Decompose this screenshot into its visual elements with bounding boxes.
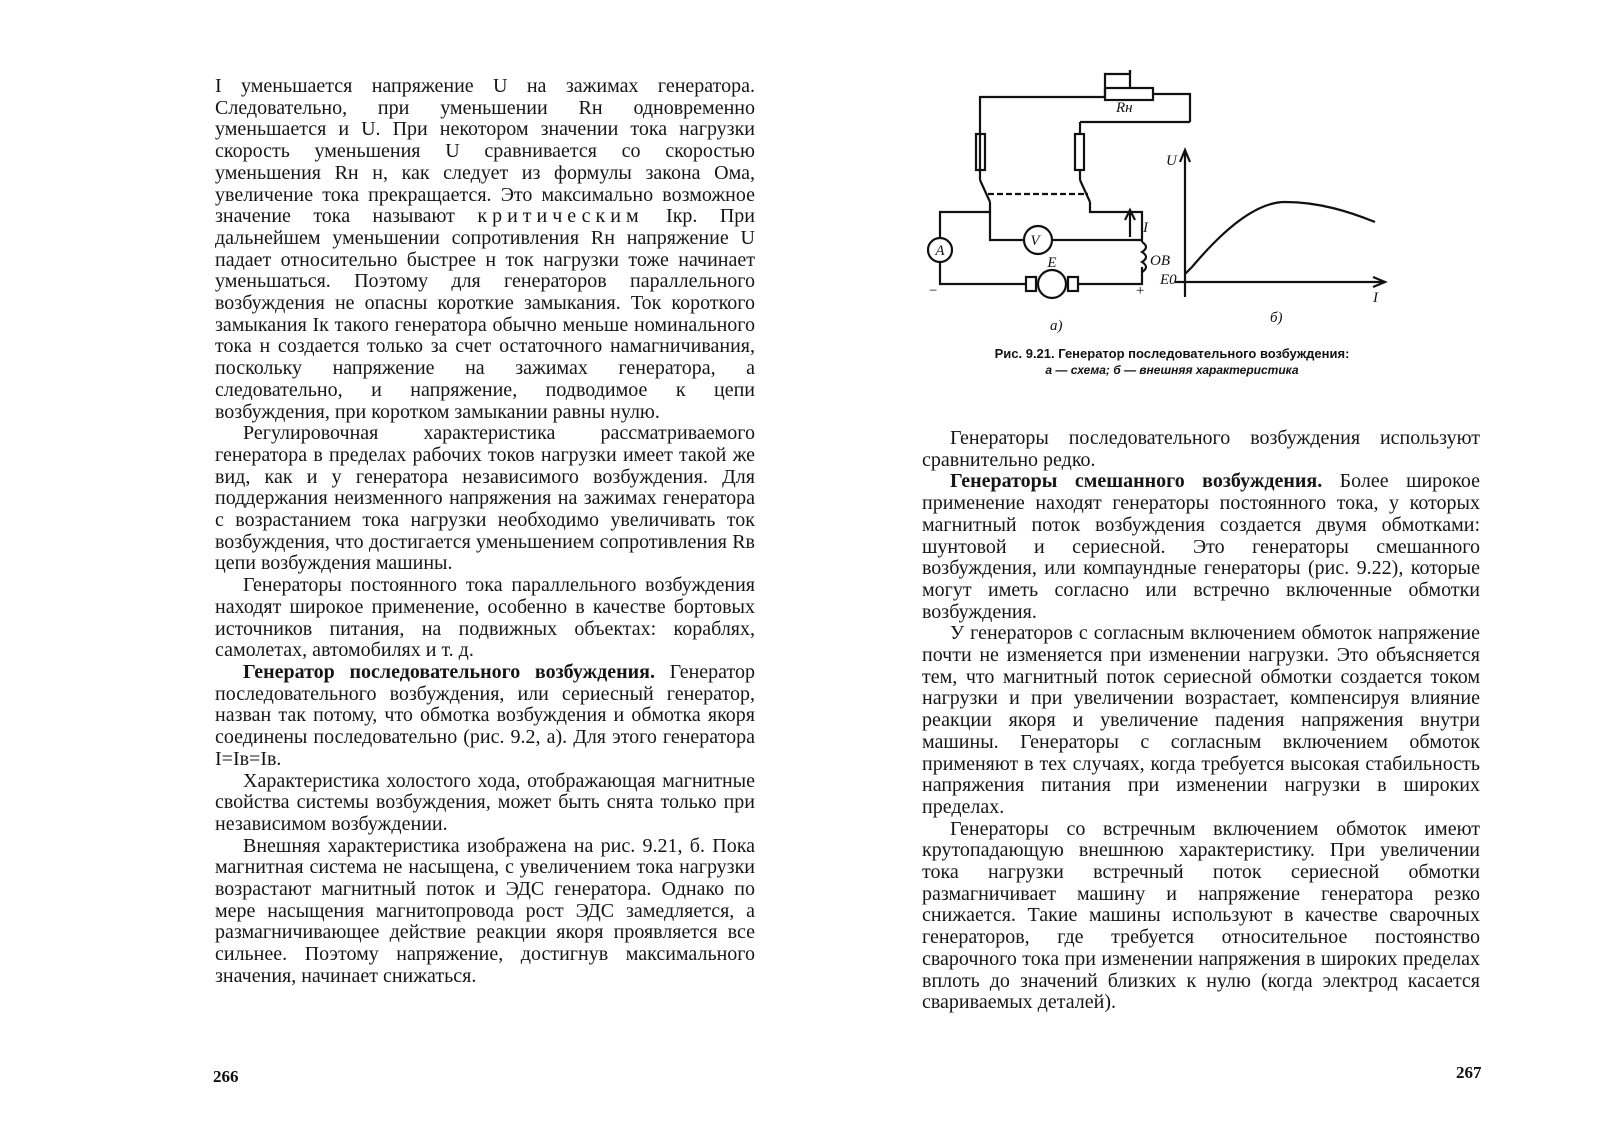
- right-page: [800, 0, 1609, 1144]
- left-text-column: [215, 76, 755, 988]
- graph-labels: [1159, 153, 1379, 326]
- minus-label: −: [928, 283, 939, 299]
- paragraph: Регулировочная характеристика рассматриваемого генератора в пределах рабочих токов нагрузки имеет такой же вид, как и у генератора независимого возбуждения. Для поддержания неизменного напряжения на зажимах генератора с возрастанием тока нагрузки необходимо увеличивать ток возбуждения, что достигается уменьшением сопротивления Rв цепи возбуждения машины.: [215, 422, 755, 575]
- winding-label: ОВ: [1150, 253, 1170, 269]
- paragraph-text: Генератор последовательного возбуждения, или сериесный генератор, назван так потому, что обмотка возбуждения и обмотка якоря соединены последовательно (рис. 9.2, а). Для этого генератора I=Iв=Iв.: [215, 660, 755, 770]
- paragraph: [215, 76, 755, 423]
- graph-e0-label: E0: [1160, 272, 1177, 288]
- paragraph: Внешняя характеристика изображена на рис. 9.21, б. Пока магнитная система не насыщена, с увеличением тока нагрузки возрастают магнитный поток и ЭДС генератора. Однако по мере насыщения магнитопровода рост ЭДС замедляется, а размагничивающее действие реакции якоря проявляется все сильнее. Поэтому напряжение, достигнув максимального значения, начинает снижаться.: [215, 834, 755, 987]
- right-text-column: [922, 428, 1480, 1014]
- graph-x-label: I: [1373, 290, 1378, 306]
- figure-caption: [872, 345, 1472, 379]
- figure-9-21: [930, 62, 1390, 362]
- subfigure-b-label: б): [1270, 310, 1283, 326]
- page-number: 267: [1456, 1063, 1482, 1082]
- voltmeter-label: V: [1030, 233, 1040, 249]
- paragraph: [922, 471, 1480, 623]
- plus-label: +: [1135, 283, 1146, 299]
- subfigure-a-label: а): [1050, 318, 1063, 334]
- paragraph: У генераторов с согласным включением обмоток напряжение почти не изменяется при изменении нагрузки. Это объясняется тем, что магнитный поток сериесной обмотки создается током нагрузки и при увеличении возрастает, компенсируя влияние реакции якоря и увеличение падения напряжения внутри машины. Генераторы с согласным включением обмоток применяют в тех случаях, когда требуется высокая стабильность напряжения питания при изменении нагрузки в широких пределах.: [922, 622, 1480, 818]
- ammeter-label: A: [935, 243, 945, 259]
- caption-title: Рис. 9.21. Генератор последовательного возбуждения:: [994, 346, 1350, 361]
- paragraph-text: I уменьшается напряжение U на зажимах генератора. Следовательно, при уменьшении Rн одновременно уменьшается и U. При некотором значении тока нагрузки скорость уменьшения U сравнивается со скоростью уменьшения Rн н, как следует из формулы закона Ома, увеличение тока прекращается. Это максимально возможное значение тока называют: [215, 75, 755, 228]
- section-heading: Генератор последовательного возбуждения.: [243, 660, 655, 683]
- current-label: I: [1143, 220, 1148, 236]
- paragraph: Характеристика холостого хода, отображающая магнитные свойства системы возбуждения, может быть снята только при независимом возбуждении.: [215, 769, 755, 835]
- paragraph: Генераторы постоянного тока параллельного возбуждения находят широкое применение, особенно в качестве бортовых источников питания, на подвижных объектах: кораблях, самолетах, автомобилях и т. д.: [215, 574, 755, 662]
- characteristic-graph: [1175, 150, 1385, 297]
- caption-legend: а — схема; б — внешняя характеристика: [1045, 363, 1299, 377]
- paragraph: Генераторы со встречным включением обмоток имеют крутопадающую внешнюю характеристику. При увеличении тока нагрузки встречный поток сериесной обмотки размагничивает машину и напряжение генератора резко снижается. Такие машины используют в качестве сварочных генераторов, где требуется относительное постоянство сварочного тока при изменении напряжения в широких пределах вплоть до значений близких к нулю (когда электрод касается свариваемых деталей).: [922, 817, 1480, 1014]
- left-page: [0, 0, 800, 1144]
- paragraph: [215, 662, 755, 771]
- paragraph-text: Iкр. При дальнейшем уменьшении сопротивления Rн напряжение U падает относительно быстрее н ток нагрузки тоже начинает уменьшаться. Поэтому для генераторов параллельного возбуждения не опасны короткие замыкания. Ток короткого замыкания Iк такого генератора обычно меньше номинального тока н создается только за счет остаточного намагничивания, поскольку напряжение на зажимах генератора, а следовательно, и напряжение, подводимое к цепи возбуждения, при коротком замыкании равны нулю.: [215, 205, 756, 423]
- graph-y-label: U: [1166, 153, 1177, 169]
- spaced-term: критическим: [477, 205, 644, 228]
- figure-drawing: [930, 62, 1390, 362]
- rh-label: Rн: [1116, 100, 1133, 116]
- section-heading: Генераторы смешанного возбуждения.: [950, 470, 1323, 493]
- paragraph-text: Более широкое применение находят генераторы постоянного тока, у которых магнитный поток возбуждения создается двумя обмотками: шунтовой и сериесной. Это генераторы смешанного возбуждения, или компаундные генераторы (рис. 9.22), которые могут иметь согласно или встречно включенные обмотки возбуждения.: [922, 470, 1480, 623]
- page-number: 266: [213, 1067, 239, 1086]
- paragraph: Генераторы последовательного возбуждения используют сравнительно редко.: [922, 427, 1480, 471]
- emf-label: E: [1047, 255, 1057, 271]
